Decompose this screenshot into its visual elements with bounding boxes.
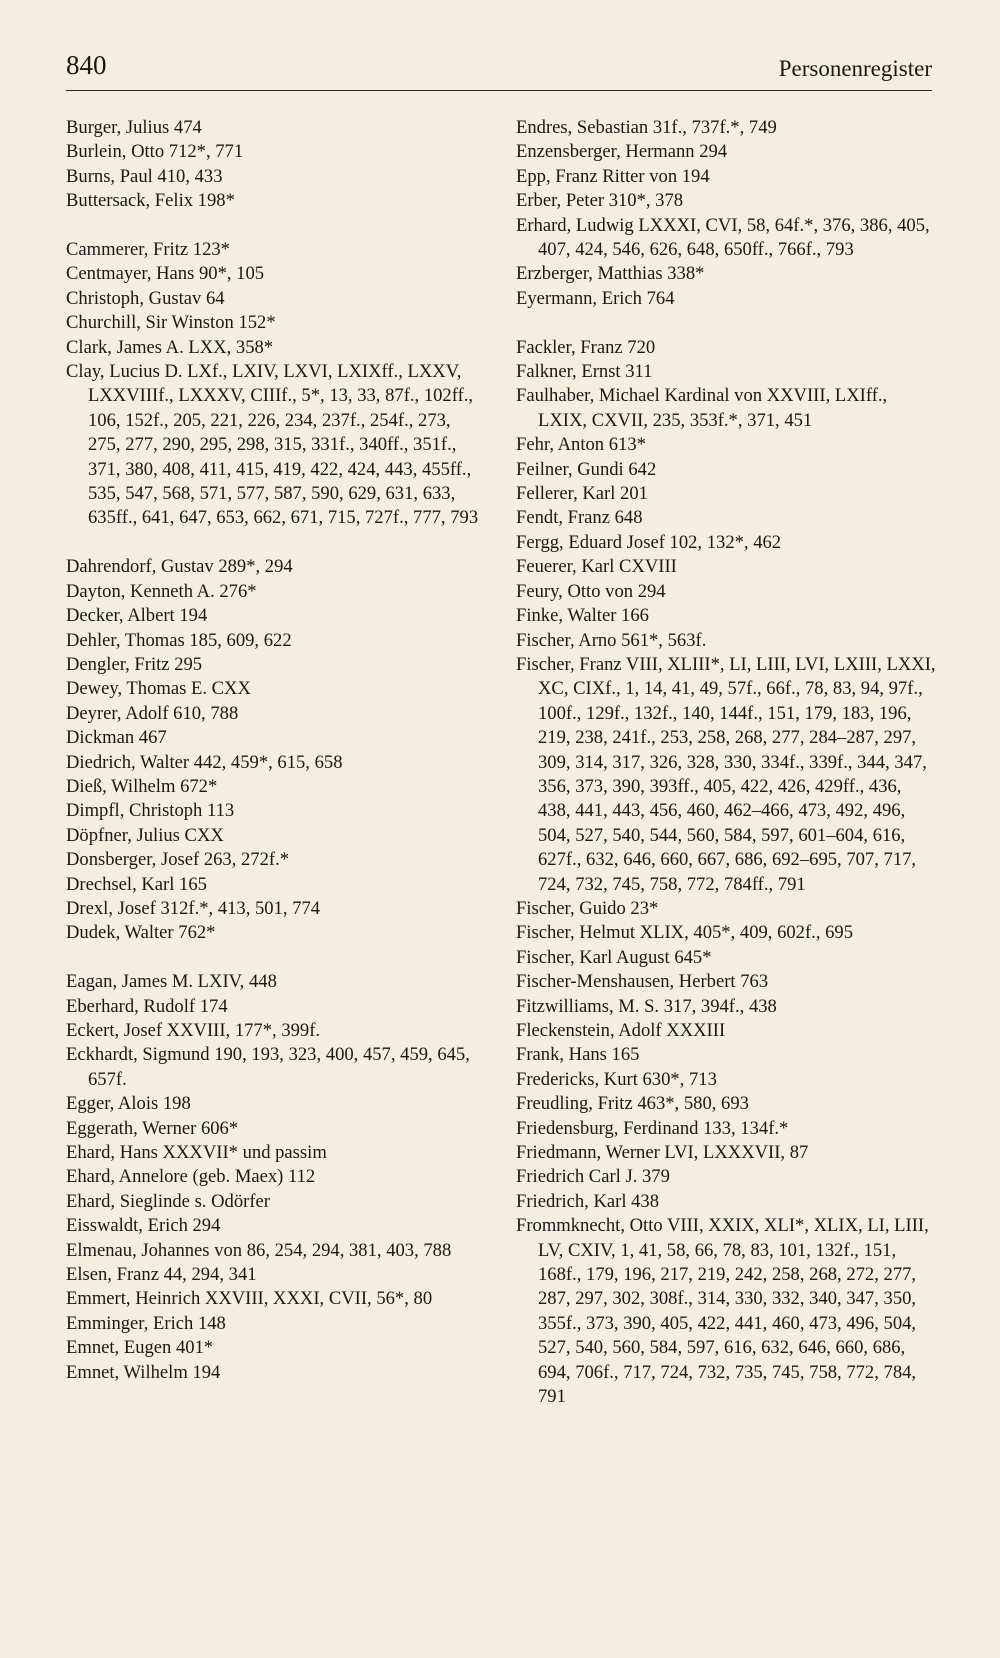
index-entry: Decker, Albert 194 — [66, 605, 208, 627]
index-entry: Feuerer, Karl CXVIII — [516, 556, 677, 578]
running-title: Personenregister — [778, 56, 932, 81]
index-entry: Eisswaldt, Erich 294 — [66, 1215, 221, 1237]
index-entry: Frank, Hans 165 — [516, 1044, 640, 1066]
index-entry: Eberhard, Rudolf 174 — [66, 995, 228, 1017]
page-number: 840 — [66, 50, 107, 80]
index-entry: Elsen, Franz 44, 294, 341 — [66, 1264, 257, 1286]
index-entry: Fischer, Helmut XLIX, 405*, 409, 602f., 695 — [516, 922, 854, 944]
index-column-right — [516, 116, 936, 1410]
index-entry: Ehard, Hans XXXVII* und passim — [66, 1142, 327, 1164]
index-entry: Fischer, Karl August 645* — [516, 946, 712, 968]
index-entry: Burger, Julius 474 — [66, 117, 202, 138]
index-entry: Drechsel, Karl 165 — [66, 873, 207, 895]
index-entry: Eckert, Josef XXVIII, 177*, 399f. — [66, 1019, 321, 1041]
index-entry: Deyrer, Adolf 610, 788 — [66, 702, 239, 724]
index-entry: Erhard, Ludwig LXXXI, CVI, 58, 64f.*, 376, 386, 405, 407, 424, 546, 626, 648, 650ff., 766f., 793 — [516, 214, 930, 261]
index-entry: Freudling, Fritz 463*, 580, 693 — [516, 1093, 749, 1115]
index-entry: Elmenau, Johannes von 86, 254, 294, 381, 403, 788 — [66, 1239, 452, 1261]
index-entry: Dehler, Thomas 185, 609, 622 — [66, 629, 292, 651]
index-entry: Feilner, Gundi 642 — [516, 458, 657, 480]
index-entry: Churchill, Sir Winston 152* — [66, 312, 276, 334]
index-entry: Fischer, Franz VIII, XLIII*, LI, LIII, LVI, LXIII, LXXI, XC, CIXf., 1, 14, 41, 49, 57f., 66f., 78, 83, 94, 97f., 100f., 129f., 132f., 140, 144f., 151, 179, 183, 196, 219, 238, 241f., 253, 258, 268, 277, 284–287, 297, 309, 314, 317, 326, 328, 330, 334f., 339f., 344, 347, 356, 373, 390, 393ff., 405, 422, 426, 429ff., 436, 438, 441, 443, 456, 460, 462–466, 473, 492, 496, 504, 527, 540, 544, 560, 584, 597, 601–604, 616, 627f., 632, 646, 660, 667, 686, 692–695, 707, 717, 724, 732, 745, 758, 772, 784ff., 791 — [516, 653, 936, 895]
page-header — [66, 50, 932, 91]
letter-group-gap — [66, 214, 480, 238]
index-entry: Ehard, Sieglinde s. Odörfer — [66, 1190, 270, 1212]
index-entry: Buttersack, Felix 198* — [66, 190, 235, 212]
index-entry: Donsberger, Josef 263, 272f.* — [66, 849, 290, 871]
index-entry: Friedrich, Karl 438 — [516, 1190, 660, 1212]
index-entry: Eagan, James M. LXIV, 448 — [66, 971, 277, 993]
index-entry: Frommknecht, Otto VIII, XXIX, XLI*, XLIX, LI, LIII, LV, CXIV, 1, 41, 58, 66, 78, 83, 101, 132f., 151, 168f., 179, 196, 217, 219, 242, 258, 268, 272, 277, 287, 297, 302, 308f., 314, 330, 332, 340, 347, 350, 355f., 373, 390, 405, 422, 441, 460, 473, 496, 504, 527, 540, 560, 584, 597, 616, 632, 646, 660, 686, 694, 706f., 717, 724, 732, 735, 745, 758, 772, 784, 791 — [516, 1215, 929, 1408]
index-entry: Eyermann, Erich 764 — [516, 287, 675, 309]
index-entry: Epp, Franz Ritter von 194 — [516, 165, 710, 187]
letter-group-gap — [66, 531, 480, 555]
index-entry: Centmayer, Hans 90*, 105 — [66, 263, 265, 285]
index-entry: Dengler, Fritz 295 — [66, 653, 203, 675]
index-entry: Ehard, Annelore (geb. Maex) 112 — [66, 1166, 316, 1188]
index-entry: Fergg, Eduard Josef 102, 132*, 462 — [516, 531, 782, 553]
index-entry: Faulhaber, Michael Kardinal von XXVIII, LXIff., LXIX, CXVII, 235, 353f.*, 371, 451 — [516, 385, 888, 431]
index-entry: Fischer, Arno 561*, 563f. — [516, 629, 707, 651]
index-entry: Fendt, Franz 648 — [516, 507, 643, 529]
index-entry: Emnet, Eugen 401* — [66, 1337, 214, 1359]
index-entry: Erzberger, Matthias 338* — [516, 263, 705, 285]
index-entry: Dewey, Thomas E. CXX — [66, 678, 251, 700]
index-entry: Falkner, Ernst 311 — [516, 361, 653, 383]
index-entry: Burns, Paul 410, 433 — [66, 165, 223, 187]
index-entry: Erber, Peter 310*, 378 — [516, 190, 684, 212]
index-entry: Endres, Sebastian 31f., 737f.*, 749 — [516, 117, 777, 138]
index-entry: Fellerer, Karl 201 — [516, 483, 648, 505]
index-entry: Dimpfl, Christoph 113 — [66, 800, 235, 822]
index-entry: Dudek, Walter 762* — [66, 922, 216, 944]
index-entry: Fitzwilliams, M. S. 317, 394f., 438 — [516, 995, 777, 1017]
index-entry: Diedrich, Walter 442, 459*, 615, 658 — [66, 751, 343, 773]
index-column-left — [66, 116, 480, 1385]
index-entry: Fredericks, Kurt 630*, 713 — [516, 1068, 717, 1090]
index-entry: Christoph, Gustav 64 — [66, 287, 225, 309]
index-entry: Döpfner, Julius CXX — [66, 824, 224, 846]
index-entry: Eggerath, Werner 606* — [66, 1117, 239, 1139]
index-entry: Enzensberger, Hermann 294 — [516, 141, 728, 163]
index-entry: Dayton, Kenneth A. 276* — [66, 580, 257, 602]
index-entry: Dickman 467 — [66, 727, 167, 749]
index-entry: Fischer, Guido 23* — [516, 897, 659, 919]
index-entry: Dieß, Wilhelm 672* — [66, 775, 218, 797]
index-entry: Eckhardt, Sigmund 190, 193, 323, 400, 457, 459, 645, 657f. — [66, 1044, 470, 1090]
index-entry: Finke, Walter 166 — [516, 605, 649, 627]
index-entry: Emnet, Wilhelm 194 — [66, 1361, 221, 1383]
index-entry: Friedensburg, Ferdinand 133, 134f.* — [516, 1117, 789, 1139]
index-entry: Clark, James A. LXX, 358* — [66, 336, 274, 358]
index-entry: Dahrendorf, Gustav 289*, 294 — [66, 556, 293, 578]
index-entry: Friedrich Carl J. 379 — [516, 1166, 670, 1188]
letter-group-gap — [66, 946, 480, 970]
index-entry: Egger, Alois 198 — [66, 1093, 191, 1115]
index-entry: Cammerer, Fritz 123* — [66, 239, 230, 261]
index-entry: Emmert, Heinrich XXVIII, XXXI, CVII, 56*, 80 — [66, 1288, 433, 1310]
index-entry: Emminger, Erich 148 — [66, 1312, 226, 1334]
index-entry: Fehr, Anton 613* — [516, 434, 646, 456]
index-entry: Feury, Otto von 294 — [516, 580, 666, 602]
index-entry: Clay, Lucius D. LXf., LXIV, LXVI, LXIXff., LXXV, LXXVIIIf., LXXXV, CIIIf., 5*, 13, 33, 87f., 102ff., 106, 152f., 205, 221, 226, 234, 237f., 254f., 273, 275, 277, 290, 295, 298, 315, 331f., 340ff., 351f., 371, 380, 408, 411, 415, 419, 422, 424, 443, 455ff., 535, 547, 568, 571, 577, 587, 590, 629, 631, 633, 635ff., 641, 647, 653, 662, 671, 715, 727f., 777, 793 — [66, 361, 479, 529]
index-entry: Drexl, Josef 312f.*, 413, 501, 774 — [66, 897, 321, 919]
index-entry: Fleckenstein, Adolf XXXIII — [516, 1020, 726, 1042]
index-entry: Burlein, Otto 712*, 771 — [66, 141, 244, 163]
letter-group-gap — [516, 311, 936, 335]
index-entry: Fackler, Franz 720 — [516, 336, 656, 358]
index-entry: Fischer-Menshausen, Herbert 763 — [516, 971, 769, 993]
index-entry: Friedmann, Werner LVI, LXXXVII, 87 — [516, 1142, 809, 1164]
